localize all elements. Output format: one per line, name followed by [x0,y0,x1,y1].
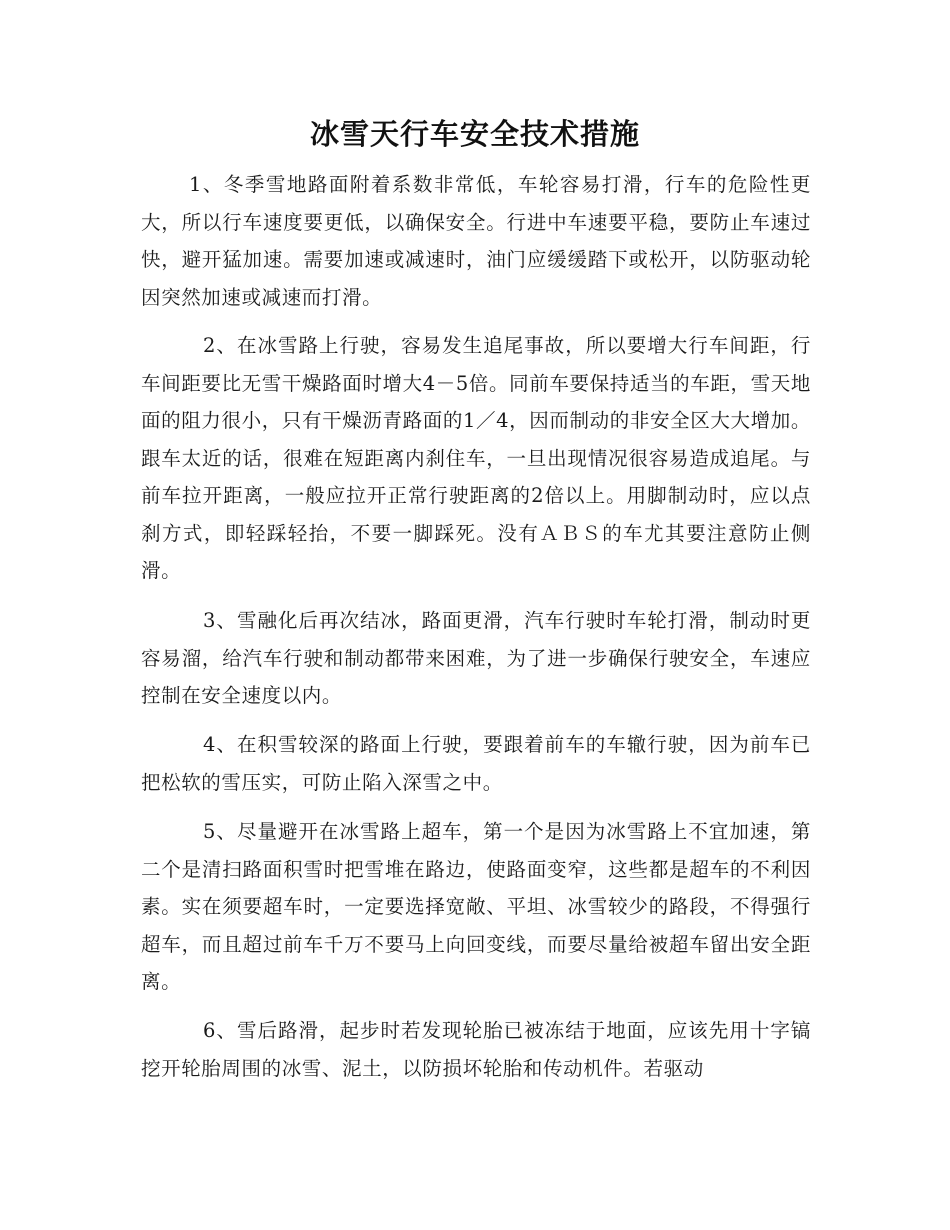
paragraph-4: 4、在积雪较深的路面上行驶，要跟着前车的车辙行驶，因为前车已把松软的雪压实，可防止陷入深雪之中。 [141,733,811,794]
paragraph-1: 1、冬季雪地路面附着系数非常低，车轮容易打滑，行车的危险性更大，所以行车速度要更低，以确保安全。行进中车速要平稳，要防止车速过快，避开猛加速。需要加速或减速时，油门应缓缓踏下或松开，以防驱动轮因突然加速或减速而打滑。 [141,173,811,309]
paragraph-2: 2、在冰雪路上行驶，容易发生追尾事故，所以要增大行车间距，行车间距要比无雪干燥路面时增大4－5倍。同前车要保持适当的车距，雪天地面的阻力很小，只有干燥沥青路面的1／4，因而制动的非安全区大大增加。跟车太近的话，很难在短距离内刹住车，一旦出现情况很容易造成追尾。与前车拉开距离，一般应拉开正常行驶距离的2倍以上。用脚制动时，应以点刹方式，即轻踩轻抬，不要一脚踩死。没有ＡＢＳ的车尤其要注意防止侧滑。 [141,334,811,582]
document-title: 冰雪天行车安全技术措施 [309,117,640,151]
paragraph-6: 6、雪后路滑，起步时若发现轮胎已被冻结于地面，应该先用十字镐挖开轮胎周围的冰雪、泥土，以防损坏轮胎和传动机件。若驱动 [141,1019,811,1080]
paragraph-5: 5、尽量避开在冰雪路上超车，第一个是因为冰雪路上不宜加速，第二个是清扫路面积雪时把雪堆在路边，使路面变窄，这些都是超车的不利因素。实在须要超车时，一定要选择宽敞、平坦、冰雪较少的路段，不得强行超车，而且超过前车千万不要马上向回变线，而要尽量给被超车留出安全距离。 [141,820,811,993]
paragraph-3: 3、雪融化后再次结冰，路面更滑，汽车行驶时车轮打滑，制动时更容易溜，给汽车行驶和制动都带来困难，为了进一步确保行驶安全，车速应控制在安全速度以内。 [141,609,811,707]
